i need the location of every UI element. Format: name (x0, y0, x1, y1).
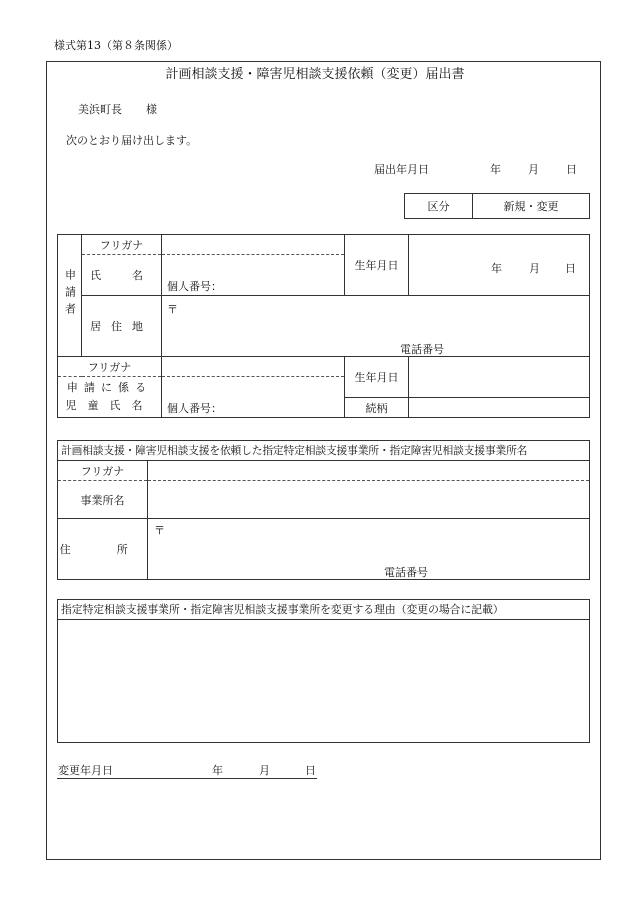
office-phone-label: 電話番号 (384, 566, 428, 579)
intro-text: 次のとおり届け出します。 (66, 134, 198, 147)
applicant-table (57, 234, 590, 418)
change-date-underline[interactable] (57, 778, 317, 779)
addressee-honorific: 様 (146, 103, 157, 116)
reason-heading: 指定特定相談支援事業所・指定障害児相談支援事業所を変更する理由（変更の場合に記載） (58, 600, 590, 620)
applicant-furigana-input[interactable] (162, 235, 345, 255)
applicant-address-input[interactable] (162, 296, 590, 357)
child-furigana-input[interactable] (162, 357, 345, 377)
applicant-dob-year: 年 (491, 262, 502, 275)
category-table (404, 193, 590, 219)
child-name-input[interactable] (162, 377, 345, 418)
office-name-input[interactable] (148, 481, 590, 519)
reason-table (57, 599, 590, 743)
form-number: 様式第13（第８条関係） (54, 39, 178, 52)
applicant-dob-input[interactable] (409, 235, 590, 296)
child-name-label: 申請に係る 児童氏名 (58, 377, 162, 418)
applicant-section-label: 申請者 (58, 235, 82, 357)
applicant-furigana-label: フリガナ (82, 235, 162, 255)
change-date-label: 変更年月日 (58, 764, 113, 777)
office-furigana-label: フリガナ (58, 461, 148, 481)
filing-date-year: 年 (490, 163, 501, 176)
applicant-name-label: 氏 名 (82, 255, 162, 296)
category-value[interactable]: 新規・変更 (473, 194, 590, 219)
form-title: 計画相談支援・障害児相談支援依頼（変更）届出書 (165, 67, 465, 82)
change-date-day: 日 (305, 764, 316, 777)
applicant-dob-label: 生年月日 (345, 235, 409, 296)
change-date-month: 月 (259, 764, 270, 777)
applicant-dob-day: 日 (565, 262, 576, 275)
child-dob-label: 生年月日 (345, 357, 409, 398)
filing-date-label: 届出年月日 (374, 163, 429, 176)
applicant-individual-number-label: 個人番号： (167, 280, 222, 293)
applicant-dob-month: 月 (529, 262, 540, 275)
office-furigana-input[interactable] (148, 461, 590, 481)
child-relation-input[interactable] (409, 398, 590, 418)
child-furigana-label: フリガナ (58, 357, 162, 377)
office-name-label: 事業所名 (58, 481, 148, 519)
applicant-phone-label: 電話番号 (400, 343, 444, 356)
addressee-name: 美浜町長 (78, 103, 122, 116)
reason-input[interactable] (58, 620, 590, 743)
office-table (57, 440, 590, 580)
child-individual-number-label: 個人番号： (167, 402, 222, 415)
office-heading: 計画相談支援・障害児相談支援を依頼した指定特定相談支援事業所・指定障害児相談支援事業所名 (58, 441, 590, 461)
office-postal-mark: 〒 (154, 524, 165, 537)
filing-date-month: 月 (528, 163, 539, 176)
applicant-postal-mark: 〒 (167, 303, 178, 316)
applicant-address-label: 居住地 (82, 296, 162, 357)
filing-date-day: 日 (566, 163, 577, 176)
child-dob-input[interactable] (409, 357, 590, 398)
change-date-year: 年 (212, 764, 223, 777)
applicant-name-input[interactable] (162, 255, 345, 296)
category-label: 区分 (405, 194, 473, 219)
office-address-label: 住 所 (58, 519, 148, 580)
office-address-input[interactable] (148, 519, 590, 580)
child-relation-label: 続柄 (345, 398, 409, 418)
